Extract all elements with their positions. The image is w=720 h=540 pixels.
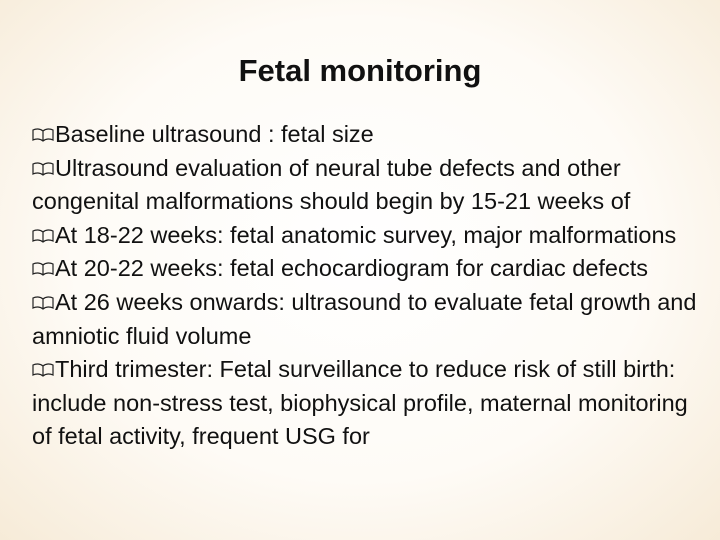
bullet-item <box>32 353 712 454</box>
bullet-item <box>32 286 712 353</box>
bullet-text: At 18-22 weeks: fetal anatomic survey, major malformations <box>55 221 677 248</box>
bullet-item <box>32 252 712 286</box>
open-book-icon <box>32 296 54 310</box>
slide-title: Fetal monitoring <box>238 53 482 88</box>
bullet-text: At 26 weeks onwards: ultrasound to evaluate fetal growth and amniotic fluid volume <box>32 288 697 349</box>
bullet-item <box>32 219 712 253</box>
bullet-item <box>32 152 712 219</box>
bullet-text: At 20-22 weeks: fetal echocardiogram for cardiac defects <box>55 255 649 282</box>
open-book-icon <box>32 162 54 176</box>
open-book-icon <box>32 229 54 243</box>
bullet-item <box>32 118 712 152</box>
bullet-text: Third trimester: Fetal surveillance to reduce risk of still birth: include non-stress test, biophysical profile, maternal monitoring of fetal activity, frequent USG for <box>32 356 688 450</box>
bullet-text: Baseline ultrasound : fetal size <box>55 121 374 147</box>
open-book-icon <box>32 128 54 142</box>
open-book-icon <box>32 262 54 276</box>
bullet-list <box>32 118 712 454</box>
open-book-icon <box>32 363 54 377</box>
bullet-text: Ultrasound evaluation of neural tube defects and other congenital malformations should begin by 15-21 weeks of <box>32 154 631 215</box>
